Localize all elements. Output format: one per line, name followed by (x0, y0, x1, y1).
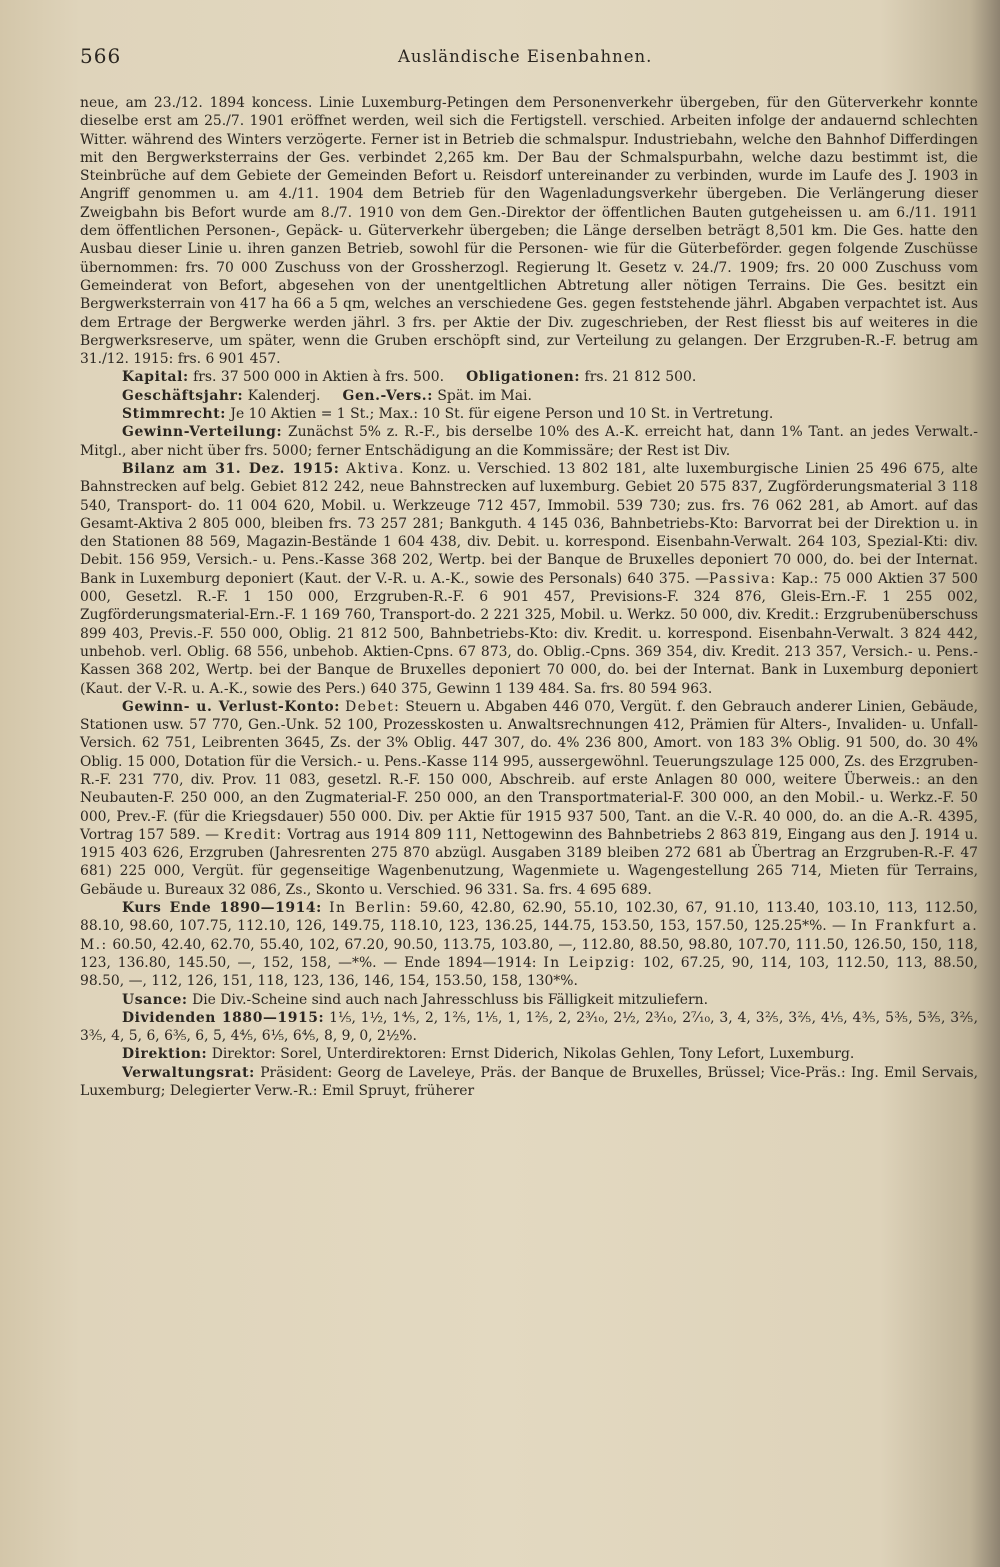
direktion-text: Direktor: Sorel, Unterdirektoren: Ernst Diderich, Nikolas Gehlen, Tony Lefort, Luxemburg. (211, 1046, 855, 1063)
kurs-paragraph (80, 899, 978, 990)
stimmrecht-text: Je 10 Aktien = 1 St.; Max.: 10 St. für eigene Person und 10 St. in Vertretung. (230, 406, 774, 423)
verwaltungsrat-text: Präsident: Georg de Laveleye, Präs. der Banque de Bruxelles, Brüssel; Vice-Präs.: Ing. Emil Servais, Luxemburg; Delegierter Verw.-R.: Emil Spruyt, früherer (80, 1064, 979, 1100)
kurs-place-berlin: In Berlin: (329, 900, 413, 917)
kapital-paragraph (80, 368, 978, 386)
kurs-label: Kurs Ende 1890—1914: (122, 900, 322, 917)
kurs-place-frankfurt: In Frankfurt a. M.: (80, 918, 979, 953)
obligationen-text: frs. 21 812 500. (584, 369, 697, 386)
kapital-text: frs. 37 500 000 in Aktien à frs. 500. (193, 369, 445, 386)
usance-paragraph (80, 991, 978, 1009)
gewinn-verteilung-label: Gewinn-Verteilung: (122, 424, 283, 441)
gewinn-verteilung-paragraph (80, 423, 978, 460)
intro-paragraph: neue, am 23./12. 1894 koncess. Linie Luxemburg-Petingen dem Personenverkehr übergeben, für den Güterverkehr konnte dieselbe erst am 25./7. 1901 eröffnet werden, weil sich die Fertigstell. verschied. Arbeiten infolge der andauernd schlechten Witter. während des Winters verzögerte. Ferner ist in Betrieb die schmalspur. Industriebahn, welche den Bahnhof Differdingen mit den Bergwerksterrains der Ges. verbindet 2,265 km. Der Bau der Schmalspurbahn, welche dazu bestimmt ist, die Steinbrüche auf dem Gebiete der Gemeinden Befort u. Reisdorf untereinander zu verbinden, wurde im Laufe des J. 1903 in Angriff genommen u. am 4./11. 1904 dem Betrieb für den Wagenladungsverkehr übergeben. Die Verlängerung dieser Zweigbahn bis Befort wurde am 8./7. 1910 von dem Gen.-Direktor der öffentlichen Bauten gutgeheissen u. am 6./11. 1911 dem öffentlichen Personen-, Gepäck- u. Güterverkehr übergeben; die Länge derselben beträgt 8,501 km. Die Ges. hatte den Ausbau dieser Linie u. ihren ganzen Betrieb, sowohl für die Personen- wie für die Güterbeförder. gegen folgende Zuschüsse übernommen: frs. 70 000 Zuschuss von der Grossherzogl. Regierung lt. Gesetz v. 24./7. 1909; frs. 20 000 Zuschuss vom Gemeinderat von Befort, abgesehen von der unentgeltlichen Abtretung aller nötigen Terrains. Die Ges. besitzt ein Bergwerksterrain von 417 ha 66 a 5 qm, welches an verschiedene Ges. gegen feststehende jährl. Abgaben verpachtet ist. Aus dem Ertrage der Bergwerke werden jährl. 3 frs. per Aktie der Div. zugeschrieben, der Rest fliesst bis auf weiteres in die Bergwerksreserve, um später, wenn die Gruben erschöpft sind, zur Verteilung zu gelangen. Der Erzgruben-R.-F. betrug am 31./12. 1915: frs. 6 901 457. (80, 95, 978, 368)
aktiva-label: Aktiva. (346, 460, 405, 477)
verwaltungsrat-paragraph (80, 1064, 978, 1101)
kapital-label: Kapital: (122, 369, 189, 386)
dividenden-text: 1⅕, 1½, 1⅘, 2, 1⅖, 1⅕, 1, 1⅖, 2, 2³⁄₁₀, 2½, 2³⁄₁₀, 2⁷⁄₁₀, 3, 4, 3⅖, 3⅖, 4⅕, 4⅗, 5⅗, 5⅗, 3⅖, 3⅗, 4, 5, 6, 6⅗, 6, 5, 4⅘, 6⅕, 6⅘, 8, 9, 0, 2½%. (80, 1009, 978, 1045)
stimmrecht-label: Stimmrecht: (122, 406, 226, 423)
passiva-label: Passiva: (708, 570, 777, 587)
usance-text: Die Div.-Scheine sind auch nach Jahresschluss bis Fälligkeit mitzuliefern. (192, 991, 709, 1008)
obligationen-label: Obligationen: (466, 369, 581, 386)
direktion-paragraph (80, 1045, 978, 1063)
kurs-frankfurt-values: 60.50, 42.40, 62.70, 55.40, 102, 67.20, 90.50, 113.75, 103.80, —, 112.80, 88.50, 98.80, 107.70, 111.50, 126.50, 150, 118, 123, 136.80, 145.50, —, 152, 158, —*%. — Ende 1894—1914: (80, 936, 978, 971)
passiva-text: Kap.: 75 000 Aktien 37 500 000, Gesetzl. R.-F. 1 150 000, Erzgruben-R.-F. 6 901 457, Previsions-F. 324 876, Gleis-Ern.-F. 1 255 002, Zugförderungsmaterial-Ern.-F. 1 169 760, Transport-do. 2 221 325, Mobil. u. Werkz. 50 000, div. Kredit.: Erzgrubenüberschuss 899 403, Previs.-F. 550 000, Oblig. 21 812 500, Bahnbetriebs-Kto: div. Kredit. u. korrespond. Eisenbahn-Verwalt. 3 824 442, unbehob. verl. Oblig. 68 556, unbehob. Aktien-Cpns. 67 873, do. Oblig.-Cpns. 369 354, div. Kredit. 213 357, Versich.- u. Pens.-Kassen 368 202, Wertp. bei der Banque de Bruxelles deponiert 70 000, do. bei der Internat. Bank in Luxemburg deponiert (Kaut. der V.-R. u. A.-K., sowie des Pers.) 640 375, Gewinn 1 139 484. Sa. frs. 80 594 963. (80, 570, 978, 697)
debet-text: Steuern u. Abgaben 446 070, Vergüt. f. den Gebrauch anderer Linien, Gebäude, Stationen usw. 57 770, Gen.-Unk. 52 100, Prozesskosten u. Anwaltsrechnungen 412, Prämien für Alters-, Invaliden- u. Unfall-Versich. 62 751, Leibrenten 3645, Zs. der 3% Oblig. 447 307, do. 4% 236 800, Amort. von 183 3% Oblig. 91 500, do. 30 4% Oblig. 15 000, Dotation für die Versich.- u. Pens.-Kasse 114 995, aussergewöhnl. Teuerungszulage 125 000, Zs. des Erzgruben-R.-F. 231 770, div. Prov. 11 083, gesetzl. R.-F. 150 000, Abschreib. auf erste Anlagen 80 000, weitere Überweis.: an den Neubauten-F. 250 000, an den Zugmaterial-F. 250 000, an den Transportmaterial-F. 300 000, an den Mobil.- u. Werkz.-F. 50 000, Prev.-F. (für die Kriegsdauer) 550 000. Div. per Aktie für 1915 937 500, Tant. an die V.-R. 40 000, do. an die A.-R. 4395, Vortrag 157 589. — (80, 698, 978, 843)
bilanz-label: Bilanz am 31. Dez. 1915: (122, 460, 340, 477)
direktion-label: Direktion: (122, 1046, 208, 1063)
debet-label: Debet: (345, 698, 401, 715)
dividenden-paragraph (80, 1009, 978, 1046)
aktiva-text: Konz. u. Verschied. 13 802 181, alte luxemburgische Linien 25 496 675, alte Bahnstrecken auf belg. Gebiet 812 242, neue Bahnstrecken auf luxemburg. Gebiet 20 575 837, Zugförderungsmaterial 3 118 540, Transport- do. 11 004 620, Mobil. u. Werkzeuge 712 457, Immobil. 539 730; zus. frs. 76 062 281, ab Amort. auf das Gesamt-Aktiva 2 805 000, bleiben frs. 73 257 281; Bankguth. 4 145 036, Bahnbetriebs-Kto: Barvorrat bei der Direktion u. in den Stationen 88 569, Magazin-Bestände 1 604 438, div. Debit. u. korrespond. Eisenbahn-Verwalt. 264 103, Spezial-Kti: div. Debit. 156 959, Versich.- u. Pens.-Kasse 368 202, Wertp. bei der Banque de Bruxelles deponiert 70 000, do. bei der Internat. Bank in Luxemburg deponiert (Kaut. der V.-R. u. A.-K., sowie des Personals) 640 375. (80, 460, 978, 587)
bilanz-paragraph: Bilanz am 31. Dez. 1915: Aktiva. Konz. u. Verschied. 13 802 181, alte luxemburgische Linien 25 496 675, alte Bahnstrecken auf belg. Gebiet 812 242, neue Bahnstrecken auf luxemburg. Gebiet 20 575 837, Zugförderungsmaterial 3 118 540, Transport- do. 11 004 620, Mobil. u. Werkzeuge 712 457, Immobil. 539 730; zus. frs. 76 062 281, ab Amort. auf das Gesamt-Aktiva 2 805 000, bleiben frs. 73 257 281; Bankguth. 4 145 036, Bahnbetriebs-Kto: Barvorrat bei der Direktion u. in den Stationen 88 569, Magazin-Bestände 1 604 438, div. Debit. u. korrespond. Eisenbahn-Verwalt. 264 103, Spezial-Kti: div. Debit. 156 959, Versich.- u. Pens.-Kasse 368 202, Wertp. bei der Banque de Bruxelles deponiert 70 000, do. bei der Internat. Bank in Luxemburg deponiert (Kaut. der V.-R. u. A.-K., sowie des Personals) 640 375. —Passiva: Kap.: 75 000 Aktien 37 500 000, Gesetzl. R.-F. 1 150 000, Erzgruben-R.-F. 6 901 457, Previsions-F. 324 876, Gleis-Ern.-F. 1 255 002, Zugförderungsmaterial-Ern.-F. 1 169 760, Transport-do. 2 221 325, Mobil. u. Werkz. 50 000, div. Kredit.: Erzgrubenüberschuss 899 403, Previs.-F. 550 000, Oblig. 21 812 500, Bahnbetriebs-Kto: div. Kredit. u. korrespond. Eisenbahn-Verwalt. 3 824 442, unbehob. verl. Oblig. 68 556, unbehob. Aktien-Cpns. 67 873, do. Oblig.-Cpns. 369 354, div. Kredit. 213 357, Versich.- u. Pens.-Kassen 368 202, Wertp. bei der Banque de Bruxelles deponiert 70 000, do. bei der Internat. Bank in Luxemburg deponiert (Kaut. der V.-R. u. A.-K., sowie des Pers.) 640 375, Gewinn 1 139 484. Sa. frs. 80 594 963. (80, 460, 978, 697)
kredit-text: Vortrag aus 1914 809 111, Nettogewinn des Bahnbetriebs 2 863 819, Eingang aus den J. 1914 u. 1915 403 626, Erzgruben (Jahresrenten 275 870 abzügl. Ausgaben 3189 bleiben 272 681 ab Übertrag an Erzgruben-R.-F. 47 681) 225 000, Vergüt. für gegenseitige Wagenbenutzung, Wagenmiete u. Wagengestellung 265 714, Mieten für Terrains, Gebäude u. Bureaux 32 086, Zs., Skonto u. Verschied. 96 331. Sa. frs. 4 695 689. (80, 826, 978, 898)
kurs-place-leipzig: In Leipzig: (543, 954, 637, 971)
gewinn-verteilung-text: Zunächst 5% z. R.-F., bis derselbe 10% des A.-K. erreicht hat, dann 1% Tant. an jedes Verwalt.-Mitgl., aber nicht über frs. 5000; ferner Entschädigung an die Kommissäre; der Rest ist Div. (80, 424, 979, 459)
gen-vers-label: Gen.-Vers.: (342, 387, 433, 404)
geschaeftsjahr-text: Kalenderj. (247, 387, 321, 404)
gewinn-verlust-paragraph (80, 698, 978, 899)
stimmrecht-paragraph (80, 405, 978, 423)
kurs-berlin-values: 59.60, 42.80, 62.90, 55.10, 102.30, 67, 91.10, 113.40, 103.10, 113, 112.50, 88.10, 98.60, 107.75, 112.10, 126, 149.75, 118.10, 123, 136.25, 144.75, 153.50, 153, 157.50, 125.25*%. — (80, 900, 978, 935)
page-number: 566 (80, 44, 122, 68)
gen-vers-text: Spät. im Mai. (437, 387, 532, 404)
usance-label: Usance: (122, 991, 188, 1008)
geschaeftsjahr-paragraph (80, 387, 978, 405)
running-title: Ausländische Eisenbahnen. (398, 47, 653, 66)
page-body (80, 94, 978, 1100)
geschaeftsjahr-label: Geschäftsjahr: (122, 387, 244, 404)
gewinn-verlust-label: Gewinn- u. Verlust-Konto: (122, 698, 340, 715)
kurs-leipzig-values: 102, 67.25, 90, 114, 103, 112.50, 113, 88.50, 98.50, —, 112, 126, 151, 118, 123, 136, 146, 154, 153.50, 158, 130*%. (80, 954, 978, 990)
verwaltungsrat-label: Verwaltungsrat: (122, 1064, 255, 1081)
dividenden-label: Dividenden 1880—1915: (122, 1009, 325, 1026)
kredit-label: Kredit: (223, 826, 283, 843)
page-header (80, 44, 980, 74)
